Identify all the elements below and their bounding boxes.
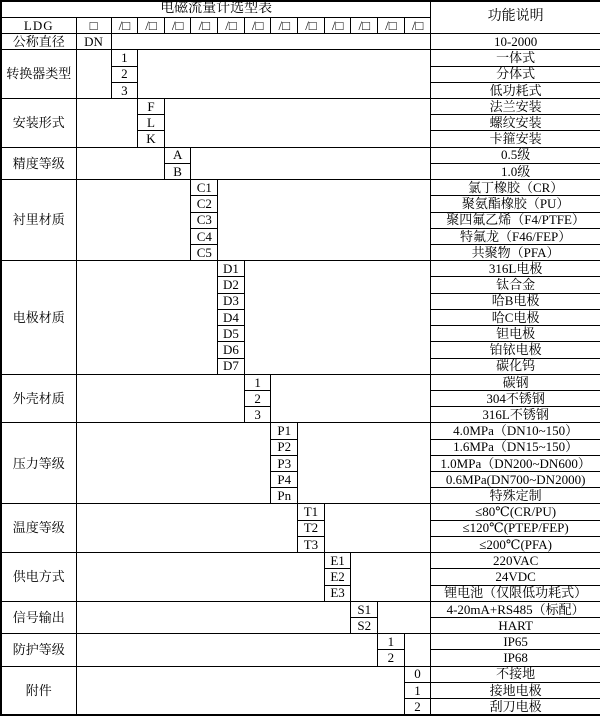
code-slot-icon: /□ xyxy=(404,17,431,33)
option-code: P1 xyxy=(271,423,298,439)
option-code: L xyxy=(138,115,165,131)
option-description: IP68 xyxy=(431,650,600,666)
option-code: S2 xyxy=(351,618,378,634)
spacer-cell xyxy=(76,601,351,633)
option-description: 4.0MPa（DN10~150） xyxy=(431,423,600,439)
option-description: 卡箍安装 xyxy=(431,131,600,147)
option-code: E2 xyxy=(324,569,351,585)
option-code: D6 xyxy=(218,342,245,358)
code-slot-icon: /□ xyxy=(244,17,271,33)
option-description: 不接地 xyxy=(431,666,600,682)
spacer-cell xyxy=(76,50,111,99)
code-slot-icon: /□ xyxy=(271,17,298,33)
option-description: 法兰安装 xyxy=(431,99,600,115)
code-slot-icon: /□ xyxy=(298,17,325,33)
spacer-cell xyxy=(76,261,218,375)
option-description: 0.6MPa(DN700~DN2000) xyxy=(431,472,600,488)
spacer-cell xyxy=(271,374,431,423)
option-description: ≤120℃(PTEP/FEP) xyxy=(431,520,600,536)
option-code: 3 xyxy=(244,407,271,423)
option-code: 1 xyxy=(378,634,405,650)
option-description: ≤200℃(PFA) xyxy=(431,536,600,552)
option-code: B xyxy=(164,163,191,179)
option-code: C2 xyxy=(191,196,218,212)
category-label: 精度等级 xyxy=(1,147,76,179)
option-description: 特氟龙（F46/FEP） xyxy=(431,228,600,244)
option-description: ≤80℃(CR/PU) xyxy=(431,504,600,520)
code-slot-icon: /□ xyxy=(138,17,165,33)
spacer-cell xyxy=(76,147,164,179)
option-description: 1.0级 xyxy=(431,163,600,179)
category-label: 转换器类型 xyxy=(1,50,76,99)
option-code: 3 xyxy=(111,82,138,98)
option-description: 特殊定制 xyxy=(431,488,600,504)
option-description: 刮刀电极 xyxy=(431,699,600,715)
option-code: S1 xyxy=(351,601,378,617)
option-description: 1.6MPa（DN15~150） xyxy=(431,439,600,455)
option-description: 一体式 xyxy=(431,50,600,66)
option-code: D3 xyxy=(218,293,245,309)
option-description: 哈C电极 xyxy=(431,309,600,325)
option-description: 接地电极 xyxy=(431,682,600,698)
option-code: C3 xyxy=(191,212,218,228)
option-code: E1 xyxy=(324,553,351,569)
spacer-cell xyxy=(76,423,271,504)
option-description: 锂电池（仅限低功耗式） xyxy=(431,585,600,601)
option-description: 24VDC xyxy=(431,569,600,585)
option-description: HART xyxy=(431,618,600,634)
spacer-cell xyxy=(244,261,431,375)
option-code: T1 xyxy=(298,504,325,520)
option-description: 钛合金 xyxy=(431,277,600,293)
option-description: 铂铱电极 xyxy=(431,342,600,358)
option-description: 10-2000 xyxy=(431,34,600,50)
option-code: D2 xyxy=(218,277,245,293)
option-code: C5 xyxy=(191,244,218,260)
option-code: 1 xyxy=(244,374,271,390)
option-code: E3 xyxy=(324,585,351,601)
option-description: 钽电极 xyxy=(431,326,600,342)
option-description: 316L不锈钢 xyxy=(431,407,600,423)
spacer-cell xyxy=(111,34,431,50)
spacer-cell xyxy=(324,504,431,553)
option-description: 聚四氟乙烯（F4/PTFE） xyxy=(431,212,600,228)
category-label: 电极材质 xyxy=(1,261,76,375)
category-label: 公称直径 xyxy=(1,34,76,50)
option-description: 304不锈钢 xyxy=(431,390,600,406)
option-description: 4-20mA+RS485（标配） xyxy=(431,601,600,617)
code-slot-icon: /□ xyxy=(164,17,191,33)
option-description: 碳化钨 xyxy=(431,358,600,374)
option-code: P4 xyxy=(271,472,298,488)
option-code: 2 xyxy=(111,66,138,82)
option-code: Pn xyxy=(271,488,298,504)
option-description: IP65 xyxy=(431,634,600,650)
option-code: P3 xyxy=(271,455,298,471)
option-code: P2 xyxy=(271,439,298,455)
option-code: K xyxy=(138,131,165,147)
model-code: LDG xyxy=(1,17,76,33)
option-description: 分体式 xyxy=(431,66,600,82)
option-description: 氯丁橡胶（CR） xyxy=(431,180,600,196)
category-label: 外壳材质 xyxy=(1,374,76,423)
option-description: 聚氨酯橡胶（PU） xyxy=(431,196,600,212)
code-slot-icon: /□ xyxy=(111,17,138,33)
option-description: 共聚物（PFA） xyxy=(431,244,600,260)
option-code: A xyxy=(164,147,191,163)
spacer-cell xyxy=(138,50,431,99)
option-code: C4 xyxy=(191,228,218,244)
model-checkbox-icon: □ xyxy=(76,17,111,33)
option-description: 0.5级 xyxy=(431,147,600,163)
code-slot-icon: /□ xyxy=(378,17,405,33)
category-label: 防护等级 xyxy=(1,634,76,666)
category-label: 附件 xyxy=(1,666,76,715)
option-description: 低功耗式 xyxy=(431,82,600,98)
spacer-cell xyxy=(76,504,298,553)
code-slot-icon: /□ xyxy=(191,17,218,33)
option-code: 2 xyxy=(244,390,271,406)
option-code: DN xyxy=(76,34,111,50)
table-title: 电磁流量计选型表 xyxy=(1,1,431,17)
option-description: 1.0MPa（DN200~DN600） xyxy=(431,455,600,471)
option-description: 碳钢 xyxy=(431,374,600,390)
spacer-cell xyxy=(76,180,191,261)
spacer-cell xyxy=(404,634,431,666)
code-slot-icon: /□ xyxy=(351,17,378,33)
option-code: C1 xyxy=(191,180,218,196)
option-code: D7 xyxy=(218,358,245,374)
option-code: 1 xyxy=(404,682,431,698)
spacer-cell xyxy=(164,99,431,148)
spacer-cell xyxy=(218,180,431,261)
spacer-cell xyxy=(298,423,431,504)
spacer-cell xyxy=(76,374,244,423)
spacer-cell xyxy=(76,553,324,602)
option-code: T2 xyxy=(298,520,325,536)
option-code: D4 xyxy=(218,309,245,325)
option-description: 220VAC xyxy=(431,553,600,569)
option-description: 哈B电极 xyxy=(431,293,600,309)
option-code: T3 xyxy=(298,536,325,552)
option-code: F xyxy=(138,99,165,115)
option-code: 0 xyxy=(404,666,431,682)
spacer-cell xyxy=(191,147,431,179)
option-code: 2 xyxy=(404,699,431,715)
spacer-cell xyxy=(76,634,378,666)
option-code: 1 xyxy=(111,50,138,66)
option-description: 316L电极 xyxy=(431,261,600,277)
category-label: 信号输出 xyxy=(1,601,76,633)
option-code: 2 xyxy=(378,650,405,666)
spacer-cell xyxy=(76,99,138,148)
category-label: 衬里材质 xyxy=(1,180,76,261)
category-label: 压力等级 xyxy=(1,423,76,504)
option-code: D1 xyxy=(218,261,245,277)
spacer-cell xyxy=(378,601,431,633)
code-slot-icon: /□ xyxy=(324,17,351,33)
category-label: 安装形式 xyxy=(1,99,76,148)
function-column-header: 功能说明 xyxy=(431,1,600,34)
code-slot-icon: /□ xyxy=(218,17,245,33)
category-label: 温度等级 xyxy=(1,504,76,553)
category-label: 供电方式 xyxy=(1,553,76,602)
option-description: 螺纹安装 xyxy=(431,115,600,131)
spacer-cell xyxy=(76,666,404,715)
option-code: D5 xyxy=(218,326,245,342)
spacer-cell xyxy=(351,553,431,602)
